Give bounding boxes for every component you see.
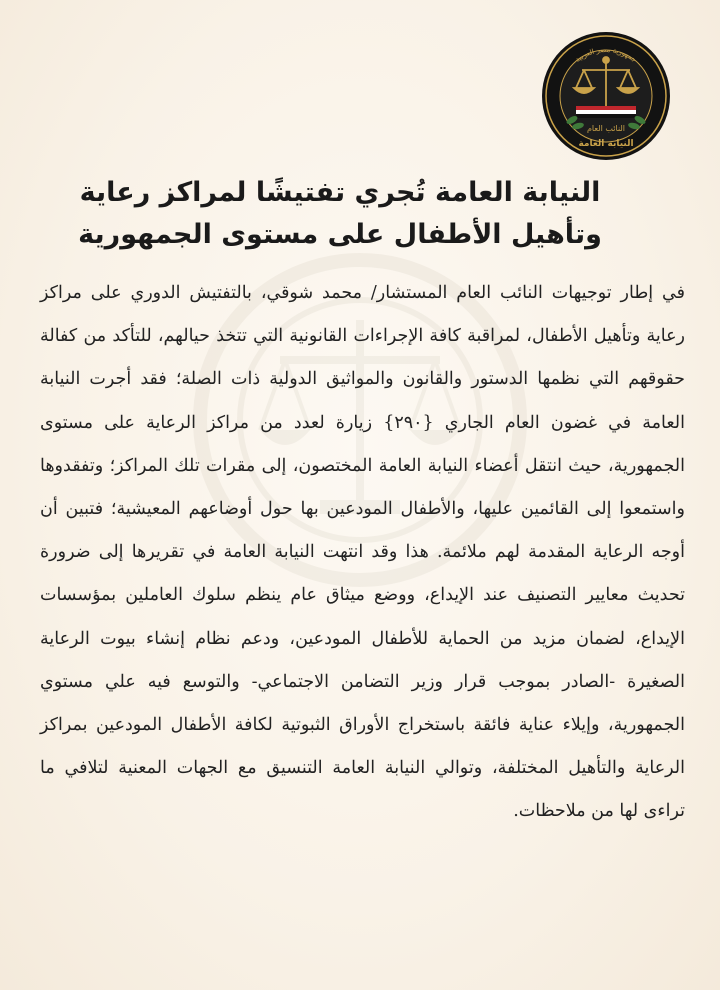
logo-text-middle: النائب العام <box>586 124 626 133</box>
public-prosecution-logo <box>540 30 672 162</box>
logo-text-top: جمهورية مصر العربية <box>573 45 639 64</box>
page-title: النيابة العامة تُجري تفتيشًا لمراكز رعاية وتأهيل الأطفال على مستوى الجمهورية <box>78 177 602 250</box>
logo-text-bottom: النيابة العامة <box>578 139 634 149</box>
body-paragraph: في إطار توجيهات النائب العام المستشار/ محمد شوقي، بالتفتيش الدوري على مراكز رعاية وتأهيل الأطفال، لمراقبة كافة الإجراءات القانونية التي تتخذ حيالهم، للتأكد من كفالة حقوقهم التي نظمها الدستور والقانون والمواثيق الدولية ذات الصلة؛ فقد أجرت النيابة العامة في غضون العام الجاري {٢٩٠} زيارة لعدد من مراكز الرعاية على مستوى الجمهورية، حيث انتقل أعضاء النيابة العامة المختصون، إلى مقرات تلك المراكز؛ وتفقدوها واستمعوا إلى القائمين عليها، والأطفال المودعين بها حول أوضاعهم المعيشية؛ فتبين أن أوجه الرعاية المقدمة لهم ملائمة. هذا وقد انتهت النيابة العامة في تقريرها إلى ضرورة تحديث معايير التصنيف عند الإيداع، ووضع ميثاق عام ينظم سلوك العاملين بمؤسسات الإيداع، لضمان مزيد من الحماية للأطفال المودعين، ودعم نظام إنشاء بيوت الرعاية الصغيرة -الصادر بموجب قرار وزير التضامن الاجتماعي- والتوسع فيه علي مستوي الجمهورية، وإيلاء عناية فائقة باستخراج الأوراق الثبوتية لكافة الأطفال المودعين بمراكز الرعاية والتأهيل المختلفة، وتوالي النيابة العامة التنسيق مع الجهات المعنية لتلافي ما تراءى لها من ملاحظات. <box>40 283 685 822</box>
flag-band <box>576 106 636 118</box>
